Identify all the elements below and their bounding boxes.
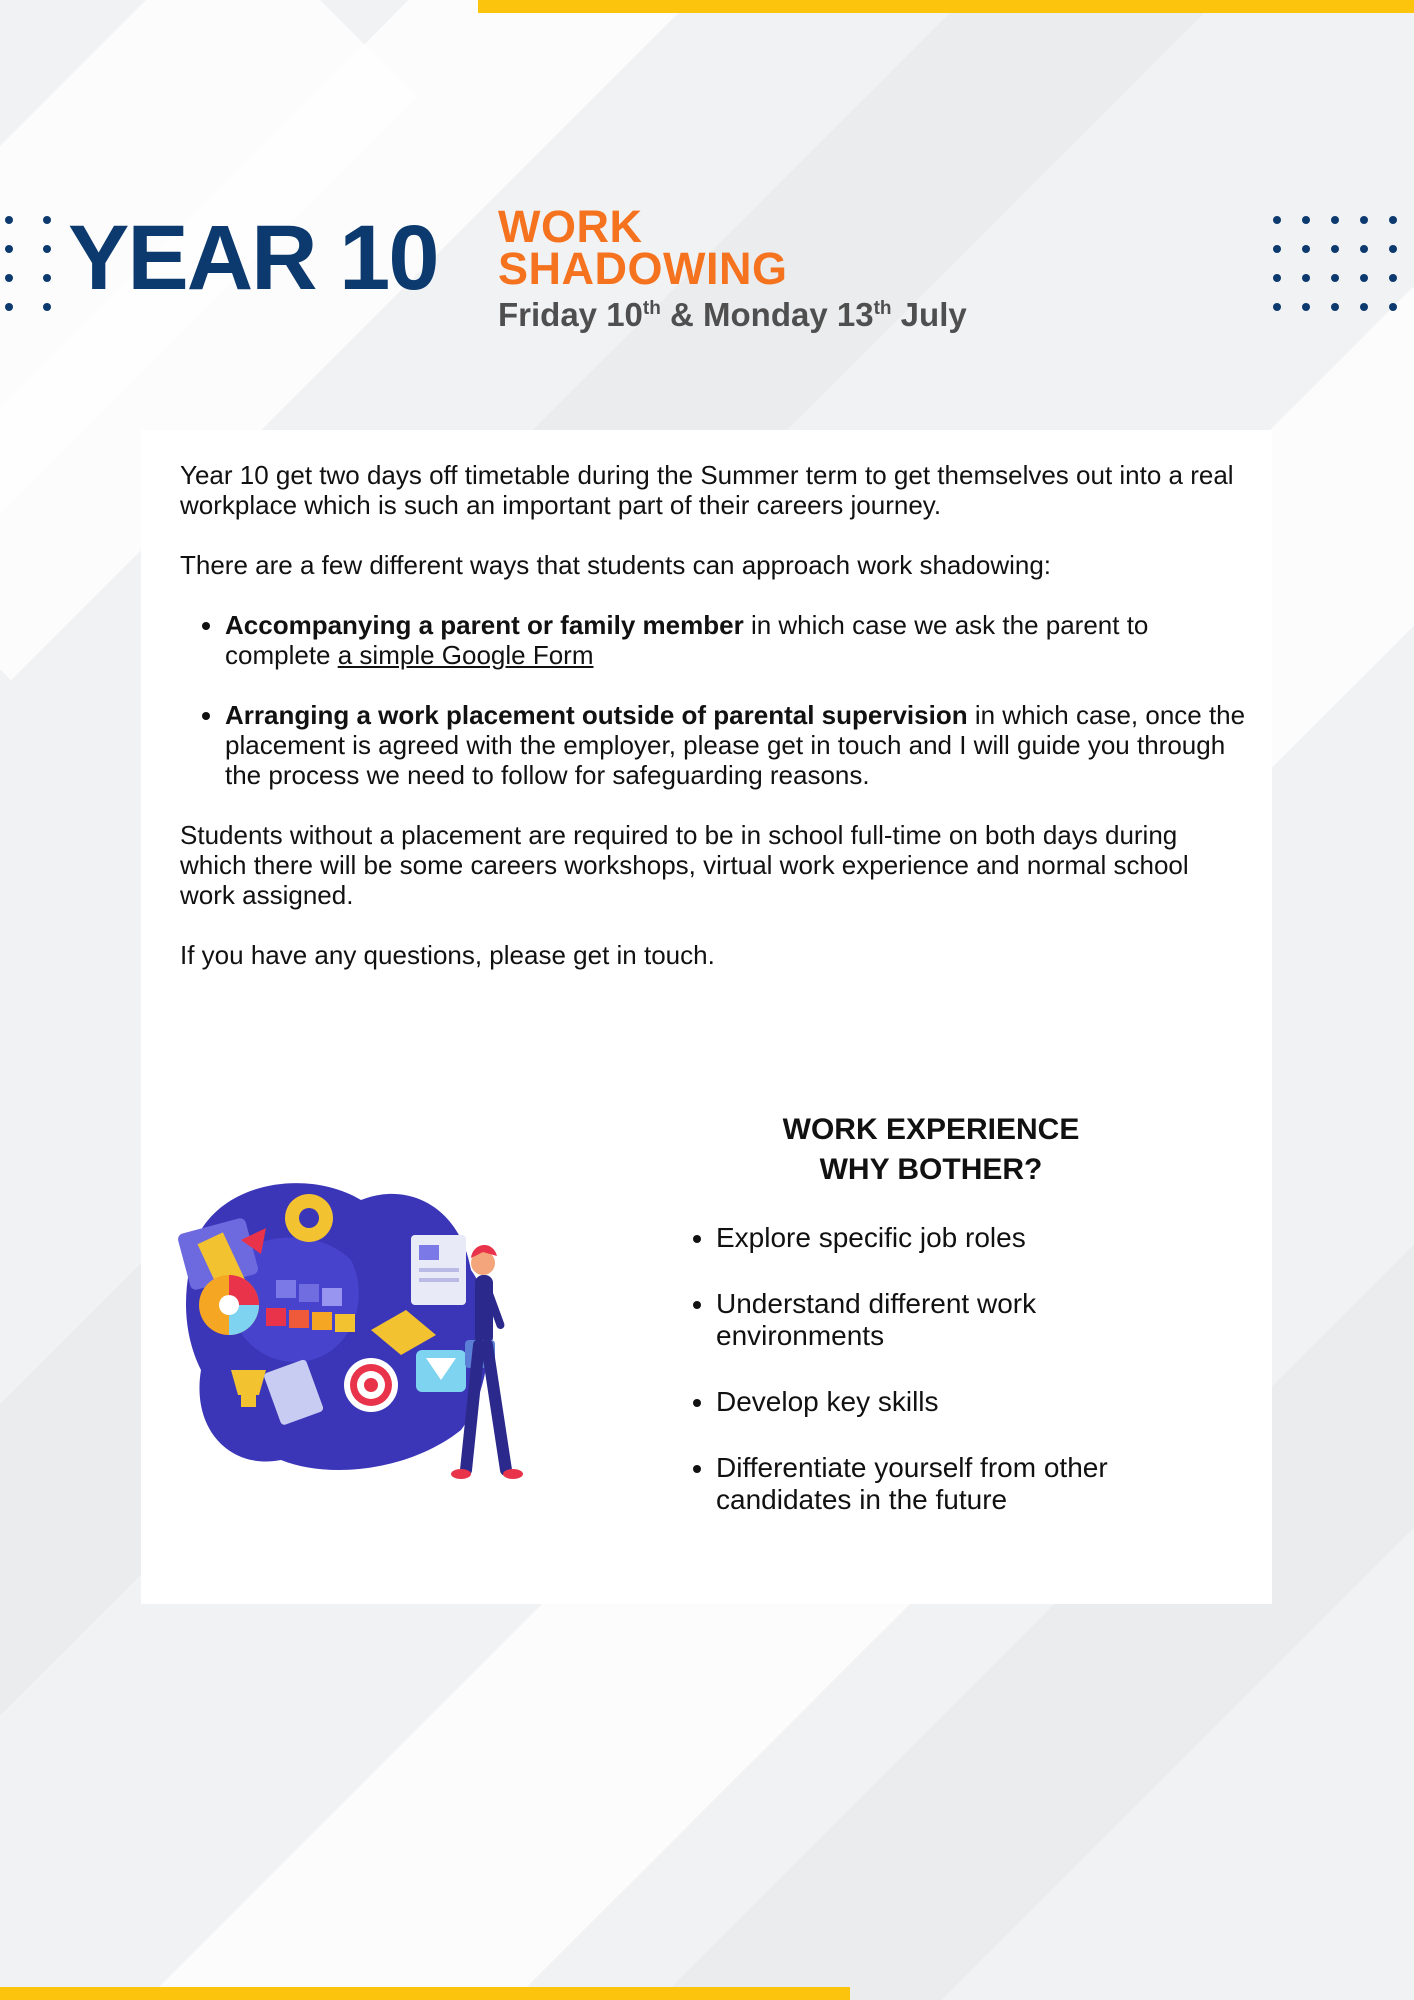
list-item: • Develop key skills (716, 1386, 1181, 1418)
list-item (225, 700, 1250, 790)
approach-list (180, 610, 1250, 790)
intro-paragraph-3: Students without a placement are required to be in school full-time on both days during which there will be some careers workshops, virtual work experience and normal school work assigned. (180, 820, 1189, 910)
why-title-line-1: WORK EXPERIENCE (782, 1113, 1080, 1146)
date-part-2: & Monday 13 (660, 296, 874, 333)
date-sup-2: th (873, 298, 892, 319)
benefits-list (681, 1222, 1181, 1516)
why-title (681, 1110, 1181, 1190)
work-illustration (171, 1170, 601, 1500)
intro-paragraph-2: There are a few different ways that students can approach work shadowing: (180, 550, 1052, 580)
title-line-1: WORK (498, 201, 643, 252)
date-part-3: July (891, 296, 967, 333)
work-shadowing-title (498, 201, 788, 294)
dots-right-decoration (1273, 216, 1397, 311)
list-item: • Understand different work environments (716, 1288, 1181, 1352)
intro-paragraph-4: If you have any questions, please get in touch. (180, 940, 715, 970)
list-item: • Explore specific job roles (716, 1222, 1181, 1254)
bullet-bold: Arranging a work placement outside of parental supervision (225, 700, 968, 730)
dots-left-decoration (5, 216, 51, 311)
bullet-text: in which case, once the placement is agreed with the employer, please get in touch and I will guide you through the process we need to follow for safeguarding reasons. (225, 700, 1246, 790)
bullet-text: in which case we ask the parent to complete (225, 610, 1149, 670)
title-line-2: SHADOWING (498, 243, 788, 294)
why-title-line-2: WHY BOTHER? (819, 1153, 1043, 1186)
date-part-1: Friday 10 (498, 296, 643, 333)
list-item: • Differentiate yourself from other candidates in the future (716, 1452, 1181, 1516)
year-heading: YEAR 10 (68, 207, 438, 309)
content-card (141, 430, 1272, 1604)
top-accent-bar (478, 0, 1414, 13)
bottom-accent-bar (0, 1987, 850, 2000)
google-form-link[interactable]: a simple Google Form (337, 640, 594, 670)
event-dates (498, 296, 967, 334)
intro-section (180, 460, 1250, 1000)
why-bother-section (681, 1110, 1181, 1550)
intro-paragraph-1: Year 10 get two days off timetable during the Summer term to get themselves out into a real workplace which is such an important part of their careers journey. (180, 460, 1234, 520)
date-sup-1: th (642, 298, 661, 319)
list-item (225, 610, 1250, 670)
bullet-bold: Accompanying a parent or family member (225, 610, 744, 640)
